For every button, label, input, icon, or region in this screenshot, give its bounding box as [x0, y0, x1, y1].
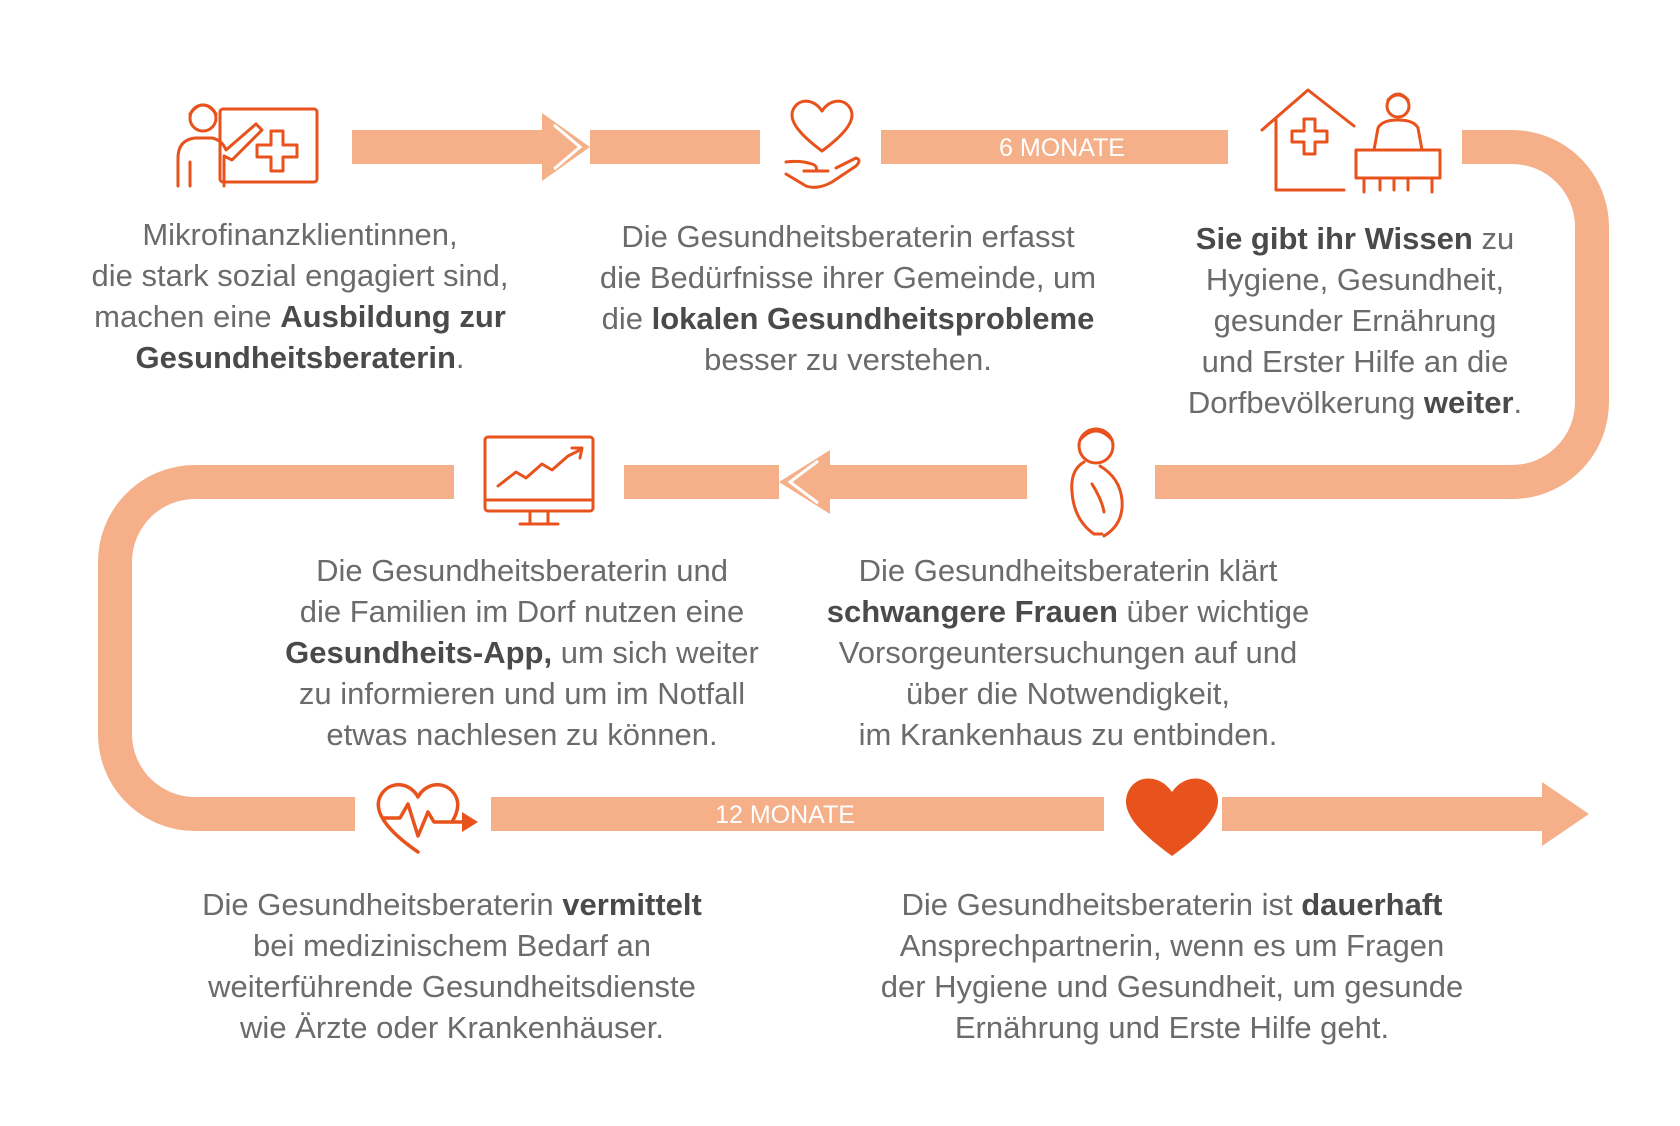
text-segment: Die Gesundheitsberaterin — [202, 887, 563, 922]
text-segment: um sich weiter — [552, 635, 759, 670]
step-text-line — [1140, 341, 1570, 382]
text-segment: weiterführende Gesundheitsdienste — [208, 969, 696, 1004]
teacher-board-icon — [178, 105, 317, 186]
text-segment: und Erster Hilfe an die — [1201, 344, 1509, 379]
emphasis-text: dauerhaft — [1301, 887, 1443, 922]
flow-arrow-right — [542, 113, 590, 181]
pregnant-woman-icon — [1072, 429, 1122, 536]
text-segment: Die Gesundheitsberaterin und — [316, 553, 728, 588]
flow-band-4 — [830, 465, 1027, 499]
step-6-text — [172, 884, 732, 1048]
flow-band-7 — [1222, 797, 1542, 831]
text-segment: zu informieren und um im Notfall — [298, 676, 746, 711]
emphasis-text: schwangere Frauen — [826, 594, 1118, 629]
text-segment: die — [601, 301, 652, 336]
monitor-chart-icon — [485, 437, 593, 524]
text-segment: die stark sozial engagiert sind, — [91, 258, 509, 293]
flow-arrow-end — [1542, 782, 1589, 846]
emphasis-text: Sie gibt ihr Wissen — [1195, 221, 1473, 256]
text-segment: . — [455, 340, 465, 375]
step-text-line — [822, 925, 1522, 966]
text-segment: Hygiene, Gesundheit, — [1205, 262, 1505, 297]
text-segment: die Familien im Dorf nutzen eine — [299, 594, 745, 629]
step-text-line — [808, 673, 1328, 714]
duration-label-12-months: 12 MONATE — [715, 801, 855, 829]
flow-arrow-left — [779, 450, 830, 514]
text-segment: machen eine — [94, 299, 281, 334]
emphasis-text: vermittelt — [562, 887, 702, 922]
step-text-line — [172, 966, 732, 1007]
step-text-line — [60, 214, 540, 255]
text-segment: etwas nachlesen zu können. — [326, 717, 718, 752]
text-segment: über die Notwendigkeit, — [906, 676, 1230, 711]
step-text-line — [568, 216, 1128, 257]
step-text-line — [262, 550, 782, 591]
step-text-line — [262, 673, 782, 714]
step-5-text — [262, 550, 782, 755]
step-text-line — [808, 550, 1328, 591]
emphasis-text: Ausbildung zur — [280, 299, 506, 334]
text-segment: über wichtige — [1117, 594, 1310, 629]
step-text-line — [1140, 259, 1570, 300]
step-text-line — [60, 337, 540, 378]
step-text-line — [172, 884, 732, 925]
duration-label-6-months: 6 MONATE — [999, 134, 1125, 162]
emphasis-text: lokalen Gesundheitsprobleme — [651, 301, 1095, 336]
text-segment: Die Gesundheitsberaterin erfasst — [621, 219, 1075, 254]
step-text-line — [568, 257, 1128, 298]
step-2-text — [568, 216, 1128, 380]
text-segment: . — [1513, 385, 1523, 420]
text-segment: bei medizinischem Bedarf an — [252, 928, 652, 963]
heart-hand-icon — [786, 101, 859, 187]
flow-band-5 — [624, 465, 779, 499]
text-segment: Dorfbevölkerung — [1187, 385, 1424, 420]
emphasis-text: Gesundheits-App, — [285, 635, 553, 670]
step-3-text — [1140, 218, 1570, 423]
text-segment: gesunder Ernährung — [1213, 303, 1497, 338]
step-text-line — [172, 1007, 732, 1048]
text-segment: Die Gesundheitsberaterin ist — [901, 887, 1302, 922]
step-text-line — [822, 1007, 1522, 1048]
text-segment: Ernährung und Erste Hilfe geht. — [954, 1010, 1390, 1045]
step-text-line — [1140, 218, 1570, 259]
step-text-line — [808, 591, 1328, 632]
step-text-line — [822, 966, 1522, 1007]
step-text-line — [568, 339, 1128, 380]
step-text-line — [808, 714, 1328, 755]
text-segment: zu — [1472, 221, 1515, 256]
step-7-text — [822, 884, 1522, 1048]
step-1-text — [60, 214, 540, 378]
step-text-line — [262, 632, 782, 673]
step-4-text — [808, 550, 1328, 755]
house-woman-icon — [1262, 90, 1440, 192]
step-text-line — [262, 714, 782, 755]
step-text-line — [822, 884, 1522, 925]
text-segment: der Hygiene und Gesundheit, um gesunde — [880, 969, 1464, 1004]
flow-band-2 — [590, 130, 760, 164]
step-text-line — [60, 296, 540, 337]
flow-band-1 — [352, 130, 542, 164]
text-segment: Die Gesundheitsberaterin klärt — [858, 553, 1278, 588]
step-text-line — [172, 925, 732, 966]
step-text-line — [1140, 300, 1570, 341]
step-text-line — [1140, 382, 1570, 423]
step-text-line — [60, 255, 540, 296]
text-segment: die Bedürfnisse ihrer Gemeinde, um — [599, 260, 1097, 295]
text-segment: wie Ärzte oder Krankenhäuser. — [240, 1010, 664, 1045]
text-segment: im Krankenhaus zu entbinden. — [858, 717, 1278, 752]
emphasis-text: weiter — [1423, 385, 1514, 420]
step-text-line — [808, 632, 1328, 673]
step-text-line — [262, 591, 782, 632]
text-segment: Vorsorgeuntersuchungen auf und — [838, 635, 1298, 670]
heart-pulse-icon — [378, 785, 472, 852]
text-segment: besser zu verstehen. — [704, 342, 992, 377]
text-segment: Mikrofinanzklientinnen, — [142, 217, 458, 252]
step-text-line — [568, 298, 1128, 339]
pulse-arrow-head — [462, 812, 478, 832]
filled-heart-icon — [1126, 779, 1218, 857]
emphasis-text: Gesundheitsberaterin — [135, 340, 456, 375]
text-segment: Ansprechpartnerin, wenn es um Fragen — [899, 928, 1445, 963]
